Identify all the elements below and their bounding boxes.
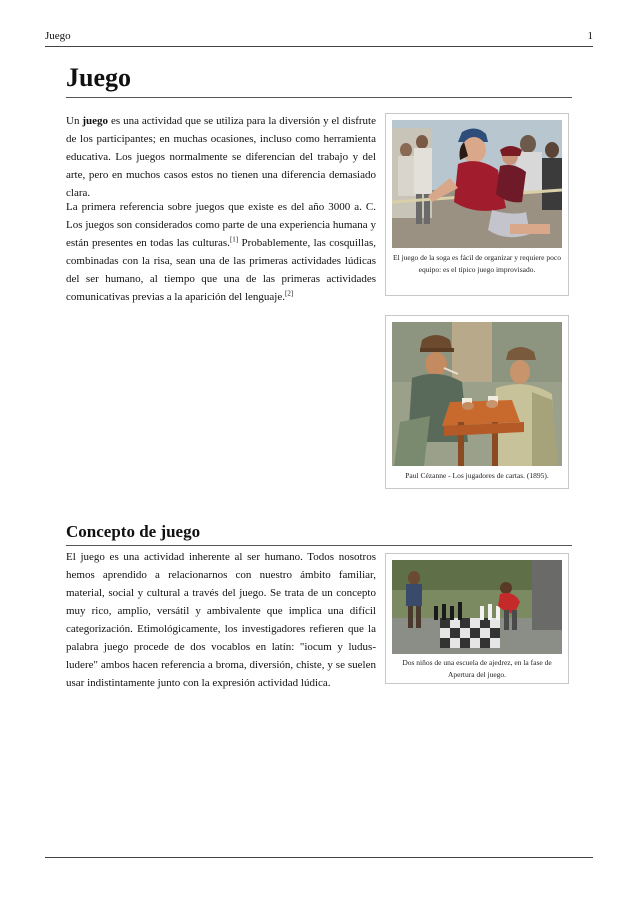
figure-tug-of-war bbox=[385, 113, 569, 296]
citation-1[interactable]: [1] bbox=[229, 235, 239, 244]
intro-p2-text-a: La primera referencia sobre juegos que existe es del año 3000 a. C. Los juegos son considerados como parte de una experiencia humana y están presentes en todas las culturas. bbox=[66, 201, 376, 249]
intro-paragraph-1 bbox=[66, 112, 376, 202]
chess-children-image[interactable] bbox=[392, 560, 562, 654]
intro-p1-lead: Un bbox=[66, 115, 83, 127]
figure-3-caption: Dos niños de una escuela de ajedrez, en la fase de Apertura del juego. bbox=[402, 658, 552, 679]
intro-p1-term: juego bbox=[82, 115, 109, 127]
card-players-painting[interactable] bbox=[392, 322, 562, 466]
figure-1-caption: El juego de la soga es fácil de organizar y requiere poco equipo: es el típico juego improvisado. bbox=[393, 253, 561, 274]
page-title: Juego bbox=[66, 62, 572, 98]
running-header-title: Juego bbox=[45, 30, 71, 42]
intro-p2-text-b: Probablemente, las cosquillas, combinadas con la risa, sean una de las primeras actividades lúdicas del ser humano, al tiempo que una de las primeras actividades comunicativas previas a la aparición del lenguaje. bbox=[66, 237, 377, 303]
section-paragraph: El juego es una actividad inherente al ser humano. Todos nosotros hemos aprendido a relacionarnos con nuestro ámbito familiar, material, social y cultural a través del juego. Se trata de un concepto muy rico, amplio, versátil y ambivalente que implica una difícil categorización. Etimológicamente, los investigadores refieren que la palabra juego procede de dos vocablos en latín: "iocum y ludus-ludere" ambos hacen referencia a broma, diversión, chiste, y se suelen usar indistintamente junto con la expresión actividad lúdica. bbox=[66, 551, 376, 689]
intro-paragraph-2 bbox=[66, 198, 376, 306]
tug-of-war-image[interactable] bbox=[392, 120, 562, 248]
intro-p1-text: es una actividad que se utiliza para la diversión y el disfrute de los participantes; en muchas ocasiones, incluso como herramienta educativa. Los juegos normalmente se diferencian del trabajo y del arte, pero en muchos casos estos no tienen una diferencia demasiado clara. bbox=[66, 115, 376, 199]
page-number: 1 bbox=[587, 30, 593, 42]
citation-2[interactable]: [2] bbox=[285, 289, 294, 298]
footer-rule bbox=[45, 857, 593, 858]
running-header bbox=[45, 30, 593, 47]
figure-card-players bbox=[385, 315, 569, 489]
section-heading: Concepto de juego bbox=[66, 521, 572, 546]
figure-2-caption: Paul Cézanne - Los jugadores de cartas. (1895). bbox=[405, 471, 549, 480]
figure-chess-children bbox=[385, 553, 569, 684]
